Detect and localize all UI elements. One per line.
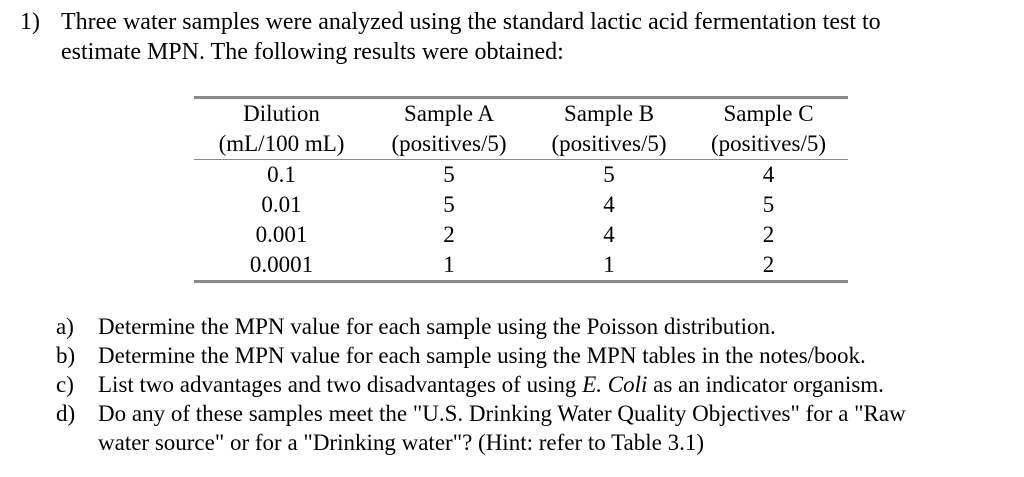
cell-sample-a: 5	[443, 162, 455, 187]
cell-sample-b: 5	[603, 162, 615, 187]
subquestion-d-label: d)	[56, 401, 76, 426]
table-header-row	[194, 98, 848, 130]
subquestion-a-label: a)	[56, 314, 74, 339]
table-row	[194, 220, 848, 250]
cell-sample-a: 2	[443, 222, 455, 247]
cell-sample-a: 1	[369, 250, 529, 282]
cell-dilution: 0.0001	[194, 250, 369, 282]
subquestion-c-label: c)	[56, 372, 74, 397]
cell-sample-b: 4	[603, 192, 615, 217]
table-row	[194, 190, 848, 220]
subquestion-b-label: b)	[56, 343, 76, 368]
subquestion-a-text: Determine the MPN value for each sample using the Poisson distribution.	[98, 314, 776, 339]
subquestion-c-organism: E. Coli	[582, 372, 648, 397]
header-sample-c: Sample C	[689, 98, 848, 130]
subquestion-d-continued	[98, 428, 704, 457]
subquestion-c-text-before: List two advantages and two disadvantages of using	[98, 372, 583, 397]
header-sample-c-unit: (positives/5)	[689, 129, 848, 160]
table-row	[194, 250, 848, 282]
results-table	[194, 96, 848, 283]
cell-dilution: 0.1	[267, 162, 296, 187]
header-sample-a-unit: (positives/5)	[369, 129, 529, 160]
cell-sample-c: 4	[762, 162, 775, 187]
header-dilution: Dilution	[194, 98, 369, 130]
table-header-units-row	[194, 129, 848, 160]
subquestion-c-text	[98, 370, 884, 399]
cell-dilution: 0.001	[255, 222, 308, 247]
header-dilution-unit: (mL/100 mL)	[194, 129, 369, 160]
header-sample-b: Sample B	[529, 98, 689, 130]
question-text-line2: estimate MPN. The following results were obtained:	[61, 39, 564, 65]
subquestion-b-text: Determine the MPN value for each sample using the MPN tables in the notes/book.	[98, 343, 866, 368]
cell-dilution: 0.01	[261, 192, 302, 217]
header-sample-b-unit: (positives/5)	[529, 129, 689, 160]
cell-sample-b: 1	[529, 250, 689, 282]
subquestion-c-text-after: as an indicator organism.	[647, 372, 884, 397]
table-row	[194, 160, 848, 191]
cell-sample-b: 4	[603, 222, 615, 247]
cell-sample-c: 2	[762, 222, 775, 247]
cell-sample-c: 5	[762, 192, 775, 217]
subquestion-d-text-line2: water source" or for a "Drinking water"? (Hint: refer to Table 3.1)	[98, 430, 705, 455]
header-sample-a: Sample A	[369, 98, 529, 130]
question-number: 1)	[20, 9, 40, 35]
cell-sample-c: 2	[689, 250, 848, 282]
cell-sample-a: 5	[443, 192, 455, 217]
subquestion-d-text-line1: Do any of these samples meet the "U.S. Drinking Water Quality Objectives" for a "Raw	[98, 401, 906, 426]
question-text-line1: Three water samples were analyzed using the standard lactic acid fermentation test to	[61, 9, 881, 35]
